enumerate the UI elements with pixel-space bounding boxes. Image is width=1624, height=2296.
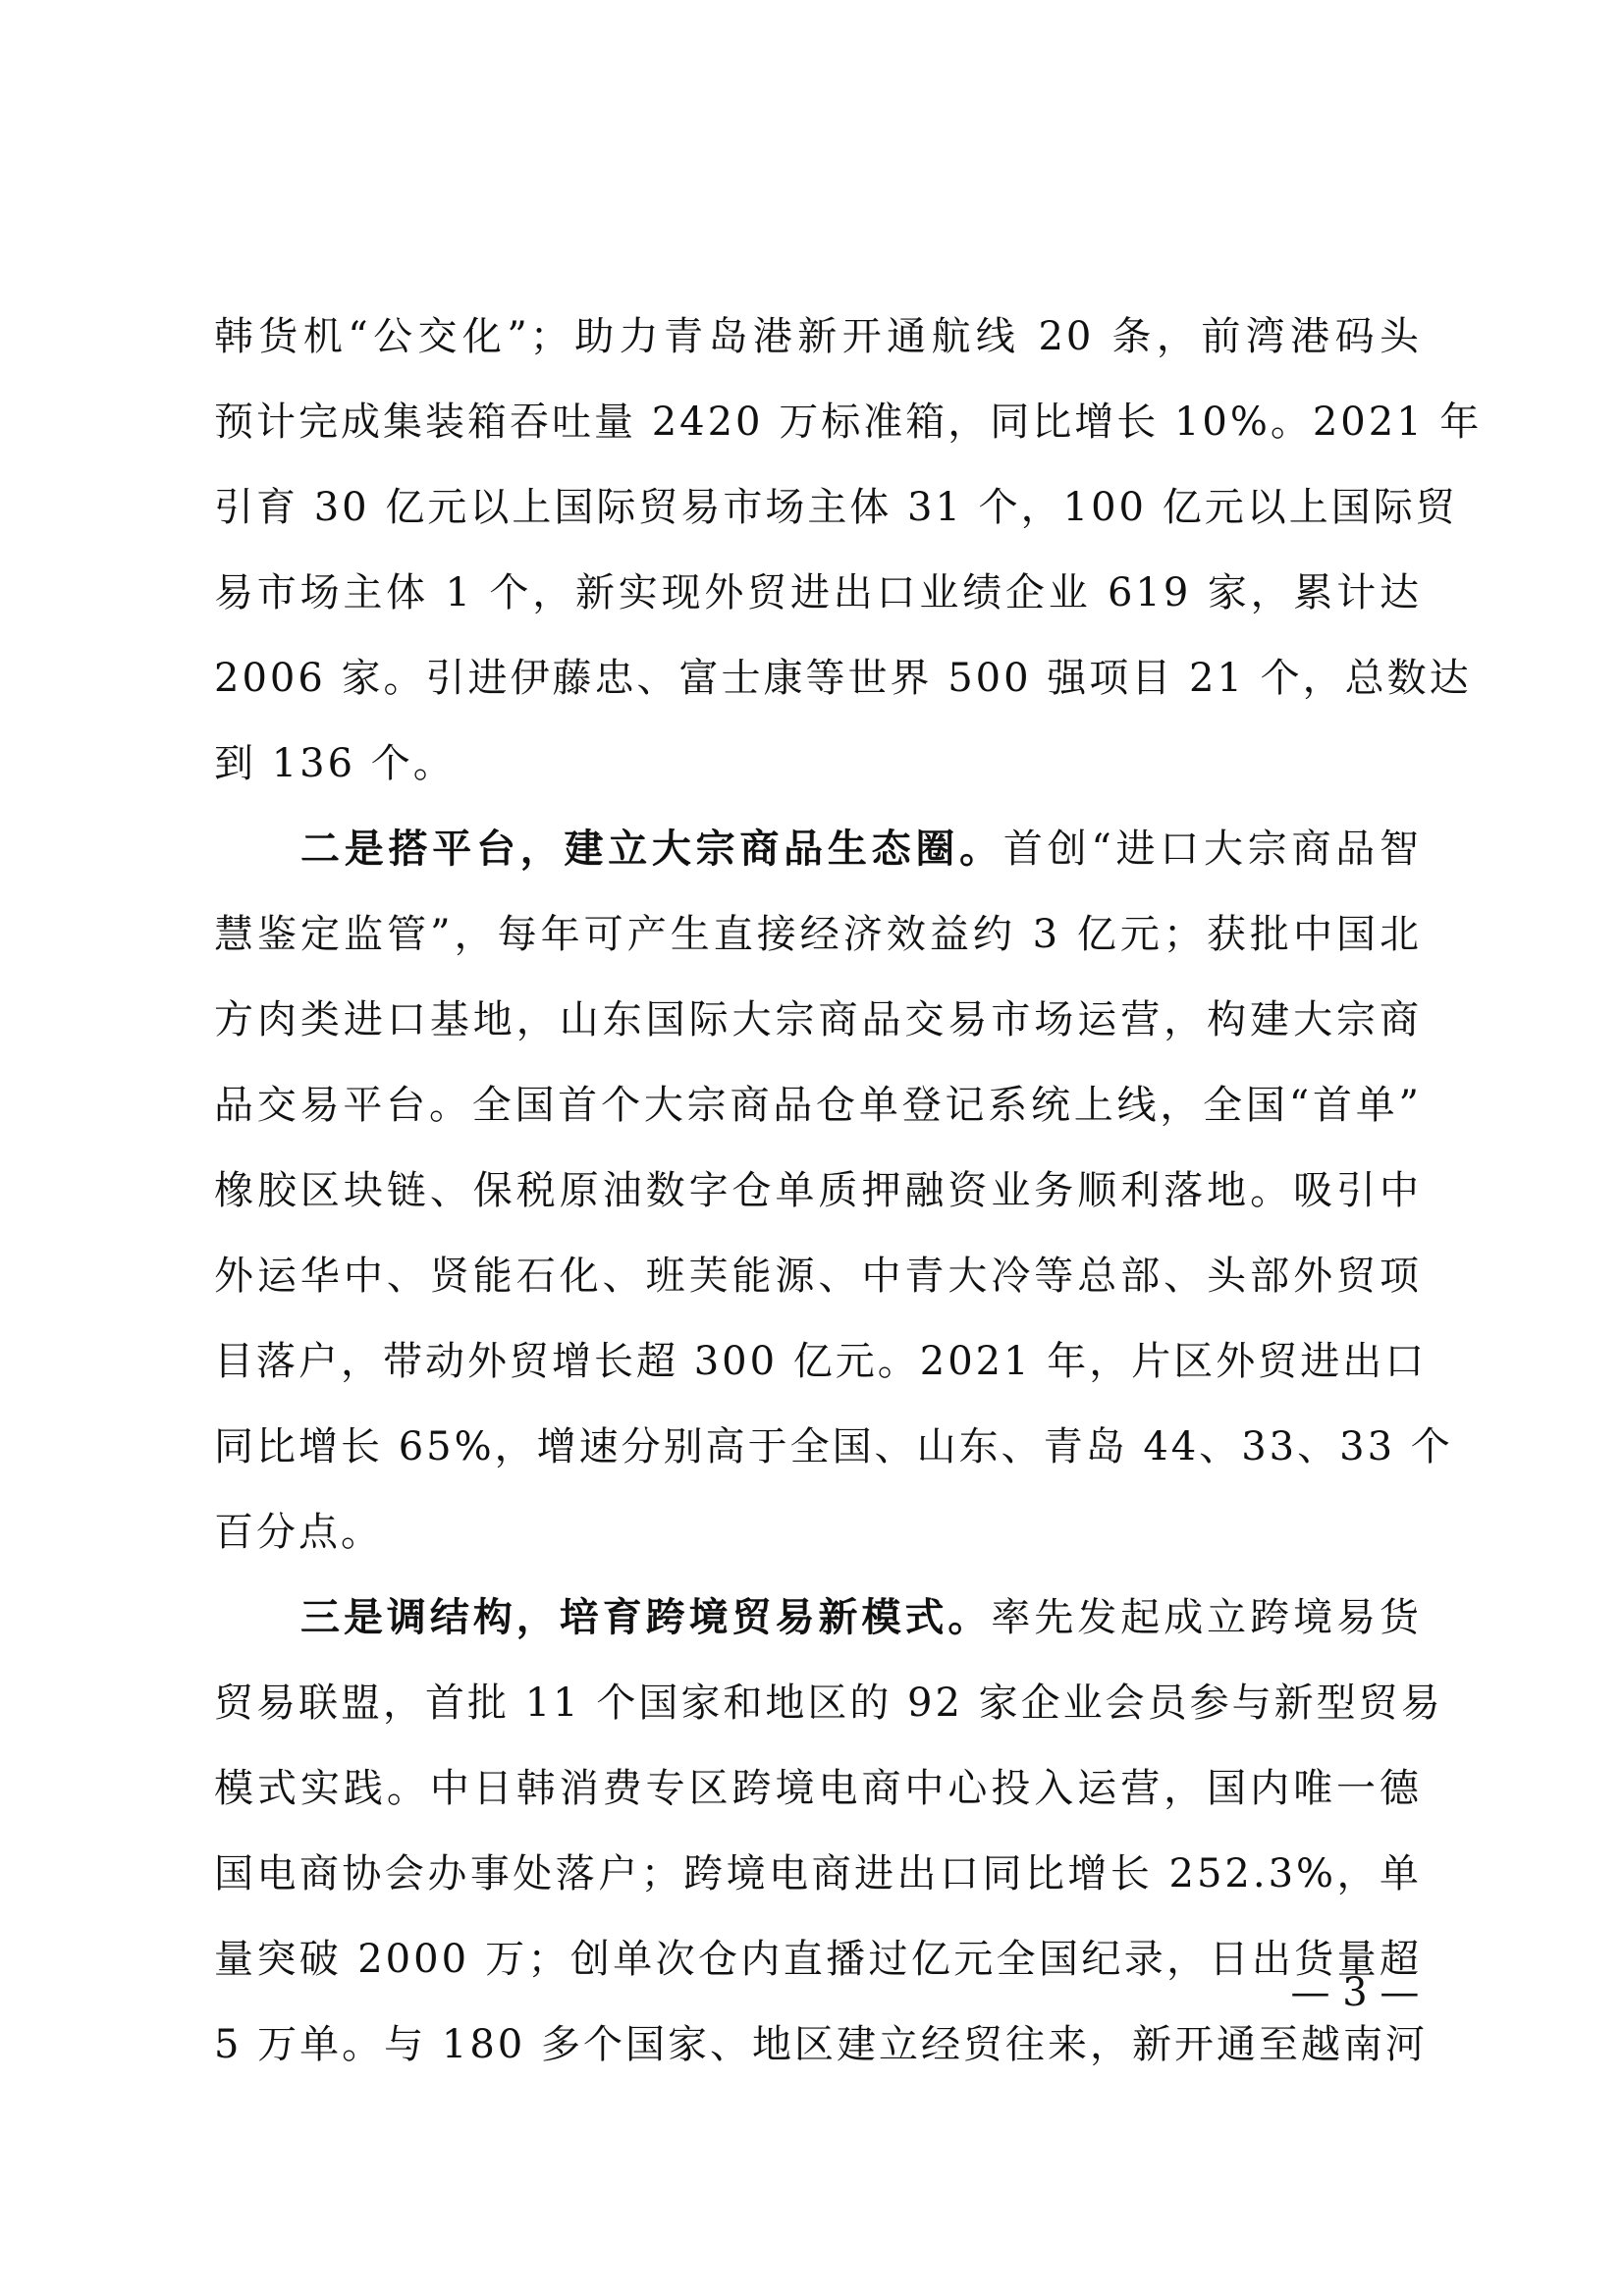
text-line: 国电商协会办事处落户；跨境电商进出口同比增长 252.3%，单 [214, 1851, 1422, 1896]
text-line: 易市场主体 1 个，新实现外贸进出口业绩企业 619 家，累计达 [214, 570, 1422, 615]
text-line: 目落户，带动外贸增长超 300 亿元。2021 年，片区外贸进出口 [214, 1339, 1428, 1384]
text-line: 慧鉴定监管”，每年可产生直接经济效益约 3 亿元；获批中国北 [214, 912, 1422, 957]
text-line: 百分点。 [214, 1510, 383, 1555]
text-line: 量突破 2000 万；创单次仓内直播过亿元全国纪录，日出货量超 [214, 1937, 1422, 1982]
text-line: 模式实践。中日韩消费专区跨境电商中心投入运营，国内唯一德 [214, 1766, 1422, 1811]
paragraph-1 [214, 294, 1483, 807]
text-line: 到 136 个。 [214, 741, 456, 786]
paragraph-lead-heading: 三是调结构，培育跨境贸易新模式。 [300, 1595, 992, 1640]
text-line: 贸易联盟，首批 11 个国家和地区的 92 家企业会员参与新型贸易 [214, 1681, 1443, 1726]
document-body [214, 294, 1483, 2088]
text-line: 品交易平台。全国首个大宗商品仓单登记系统上线，全国“首单” [214, 1083, 1422, 1128]
text-line-rest: 首创“进口大宗商品智 [1002, 827, 1423, 872]
paragraph-2 [214, 807, 1453, 1575]
text-line-first [214, 1575, 1422, 1661]
text-line: 2006 家。引进伊藤忠、富士康等世界 500 强项目 21 个，总数达 [214, 656, 1472, 701]
paragraph-lead-heading: 二是搭平台，建立大宗商品生态圈。 [300, 827, 1003, 872]
text-line: 橡胶区块链、保税原油数字仓单质押融资业务顺利落地。吸引中 [214, 1168, 1422, 1213]
text-line: 预计完成集装箱吞吐量 2420 万标准箱，同比增长 10%。2021 年 [214, 400, 1483, 445]
text-line: 韩货机“公交化”；助力青岛港新开通航线 20 条，前湾港码头 [214, 314, 1422, 359]
text-line-rest: 率先发起成立跨境易货 [991, 1595, 1422, 1640]
page-number: — 3 — [1290, 1970, 1420, 2015]
text-line-first [214, 807, 1422, 892]
text-line: 外运华中、贤能石化、班芙能源、中青大冷等总部、头部外贸项 [214, 1254, 1422, 1299]
text-line: 同比增长 65%，增速分别高于全国、山东、青岛 44、33、33 个 [214, 1424, 1453, 1469]
paragraph-3 [214, 1575, 1443, 2088]
text-line: 方肉类进口基地，山东国际大宗商品交易市场运营，构建大宗商 [214, 997, 1422, 1042]
text-line: 5 万单。与 180 多个国家、地区建立经贸往来，新开通至越南河 [214, 2022, 1428, 2067]
text-line: 引育 30 亿元以上国际贸易市场主体 31 个，100 亿元以上国际贸 [214, 485, 1458, 530]
